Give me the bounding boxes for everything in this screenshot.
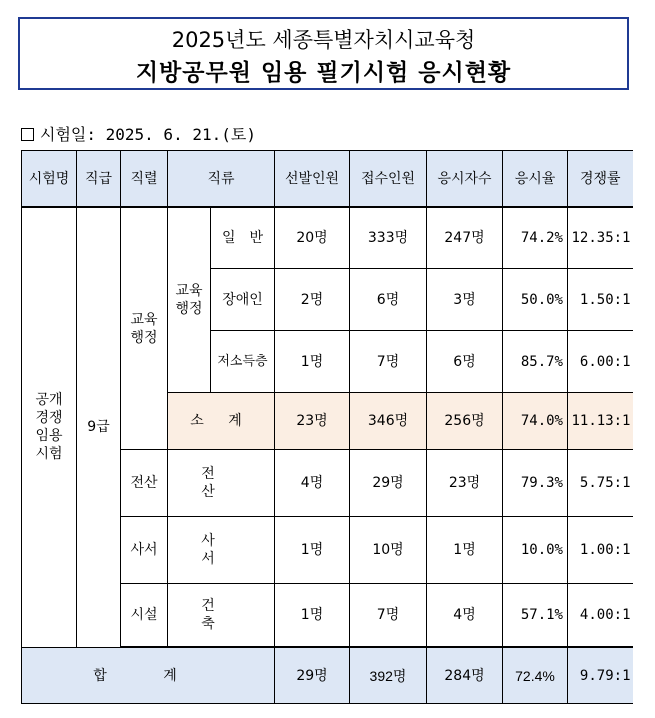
header-selected: 선발인원 [275, 151, 350, 208]
takers-low-income: 6명 [427, 331, 503, 393]
header-job-type: 직류 [168, 151, 275, 208]
applicants-computing: 29명 [350, 450, 427, 517]
header-grade: 직급 [77, 151, 121, 208]
selected-subtotal: 23명 [275, 393, 350, 450]
takers-general: 247명 [427, 207, 503, 269]
competition-librarian: 1.00:1 [568, 517, 633, 584]
rate-disabled: 50.0% [503, 269, 568, 331]
header-takers: 응시자수 [427, 151, 503, 208]
job-type-disabled: 장애인 [211, 269, 275, 331]
applicants-general: 333명 [350, 207, 427, 269]
takers-total: 284명 [427, 647, 503, 704]
job-type-librarian: 사 서 [168, 517, 275, 584]
rate-computing: 79.3% [503, 450, 568, 517]
competition-general: 12.35:1 [568, 207, 633, 269]
applicants-low-income: 7명 [350, 331, 427, 393]
competition-total: 9.79:1 [568, 647, 633, 704]
series-facilities: 시설 [121, 584, 168, 648]
rate-architecture: 57.1% [503, 584, 568, 648]
rate-total: 72.4% [503, 647, 568, 704]
selected-low-income: 1명 [275, 331, 350, 393]
job-type-low-income: 저소득층 [211, 331, 275, 393]
title-line-2: 지방공무원 임용 필기시험 응시현황 [135, 60, 512, 86]
selected-general: 20명 [275, 207, 350, 269]
rate-low-income: 85.7% [503, 331, 568, 393]
selected-librarian: 1명 [275, 517, 350, 584]
grade-cell: 9급 [77, 207, 121, 647]
square-bullet-icon [21, 128, 34, 141]
exam-date [21, 125, 256, 145]
takers-architecture: 4명 [427, 584, 503, 648]
applicants-librarian: 10명 [350, 517, 427, 584]
total-label: 합 계 [22, 647, 275, 704]
applicant-status-table [21, 150, 633, 704]
header-applicants: 접수인원 [350, 151, 427, 208]
header-exam-name: 시험명 [22, 151, 77, 208]
competition-low-income: 6.00:1 [568, 331, 633, 393]
competition-disabled: 1.50:1 [568, 269, 633, 331]
rate-general: 74.2% [503, 207, 568, 269]
selected-computing: 4명 [275, 450, 350, 517]
title-line-1: 2025년도 세종특별자치시교육청 [171, 28, 476, 52]
applicants-total: 392명 [350, 647, 427, 704]
header-series: 직렬 [121, 151, 168, 208]
applicants-subtotal: 346명 [350, 393, 427, 450]
header-rate: 응시율 [503, 151, 568, 208]
competition-architecture: 4.00:1 [568, 584, 633, 648]
takers-computing: 23명 [427, 450, 503, 517]
series-computing: 전산 [121, 450, 168, 517]
takers-subtotal: 256명 [427, 393, 503, 450]
applicants-disabled: 6명 [350, 269, 427, 331]
job-type-general: 일 반 [211, 207, 275, 269]
series-librarian: 사서 [121, 517, 168, 584]
exam-name-cell: 공개 경쟁 임용 시험 [22, 207, 77, 647]
rate-subtotal: 74.0% [503, 393, 568, 450]
title-box [18, 17, 629, 90]
selected-disabled: 2명 [275, 269, 350, 331]
rate-librarian: 10.0% [503, 517, 568, 584]
competition-subtotal: 11.13:1 [568, 393, 633, 450]
takers-disabled: 3명 [427, 269, 503, 331]
selected-architecture: 1명 [275, 584, 350, 648]
header-competition: 경쟁률 [568, 151, 633, 208]
series-edu-admin: 교육 행정 [121, 207, 168, 450]
applicants-architecture: 7명 [350, 584, 427, 648]
competition-computing: 5.75:1 [568, 450, 633, 517]
job-type-computing: 전 산 [168, 450, 275, 517]
takers-librarian: 1명 [427, 517, 503, 584]
exam-date-label: 시험일: 2025. 6. 21.(토) [40, 125, 256, 144]
subtotal-label: 소 계 [168, 393, 275, 450]
subseries-edu-admin: 교육 행정 [168, 207, 211, 393]
job-type-architecture: 건 축 [168, 584, 275, 648]
selected-total: 29명 [275, 647, 350, 704]
